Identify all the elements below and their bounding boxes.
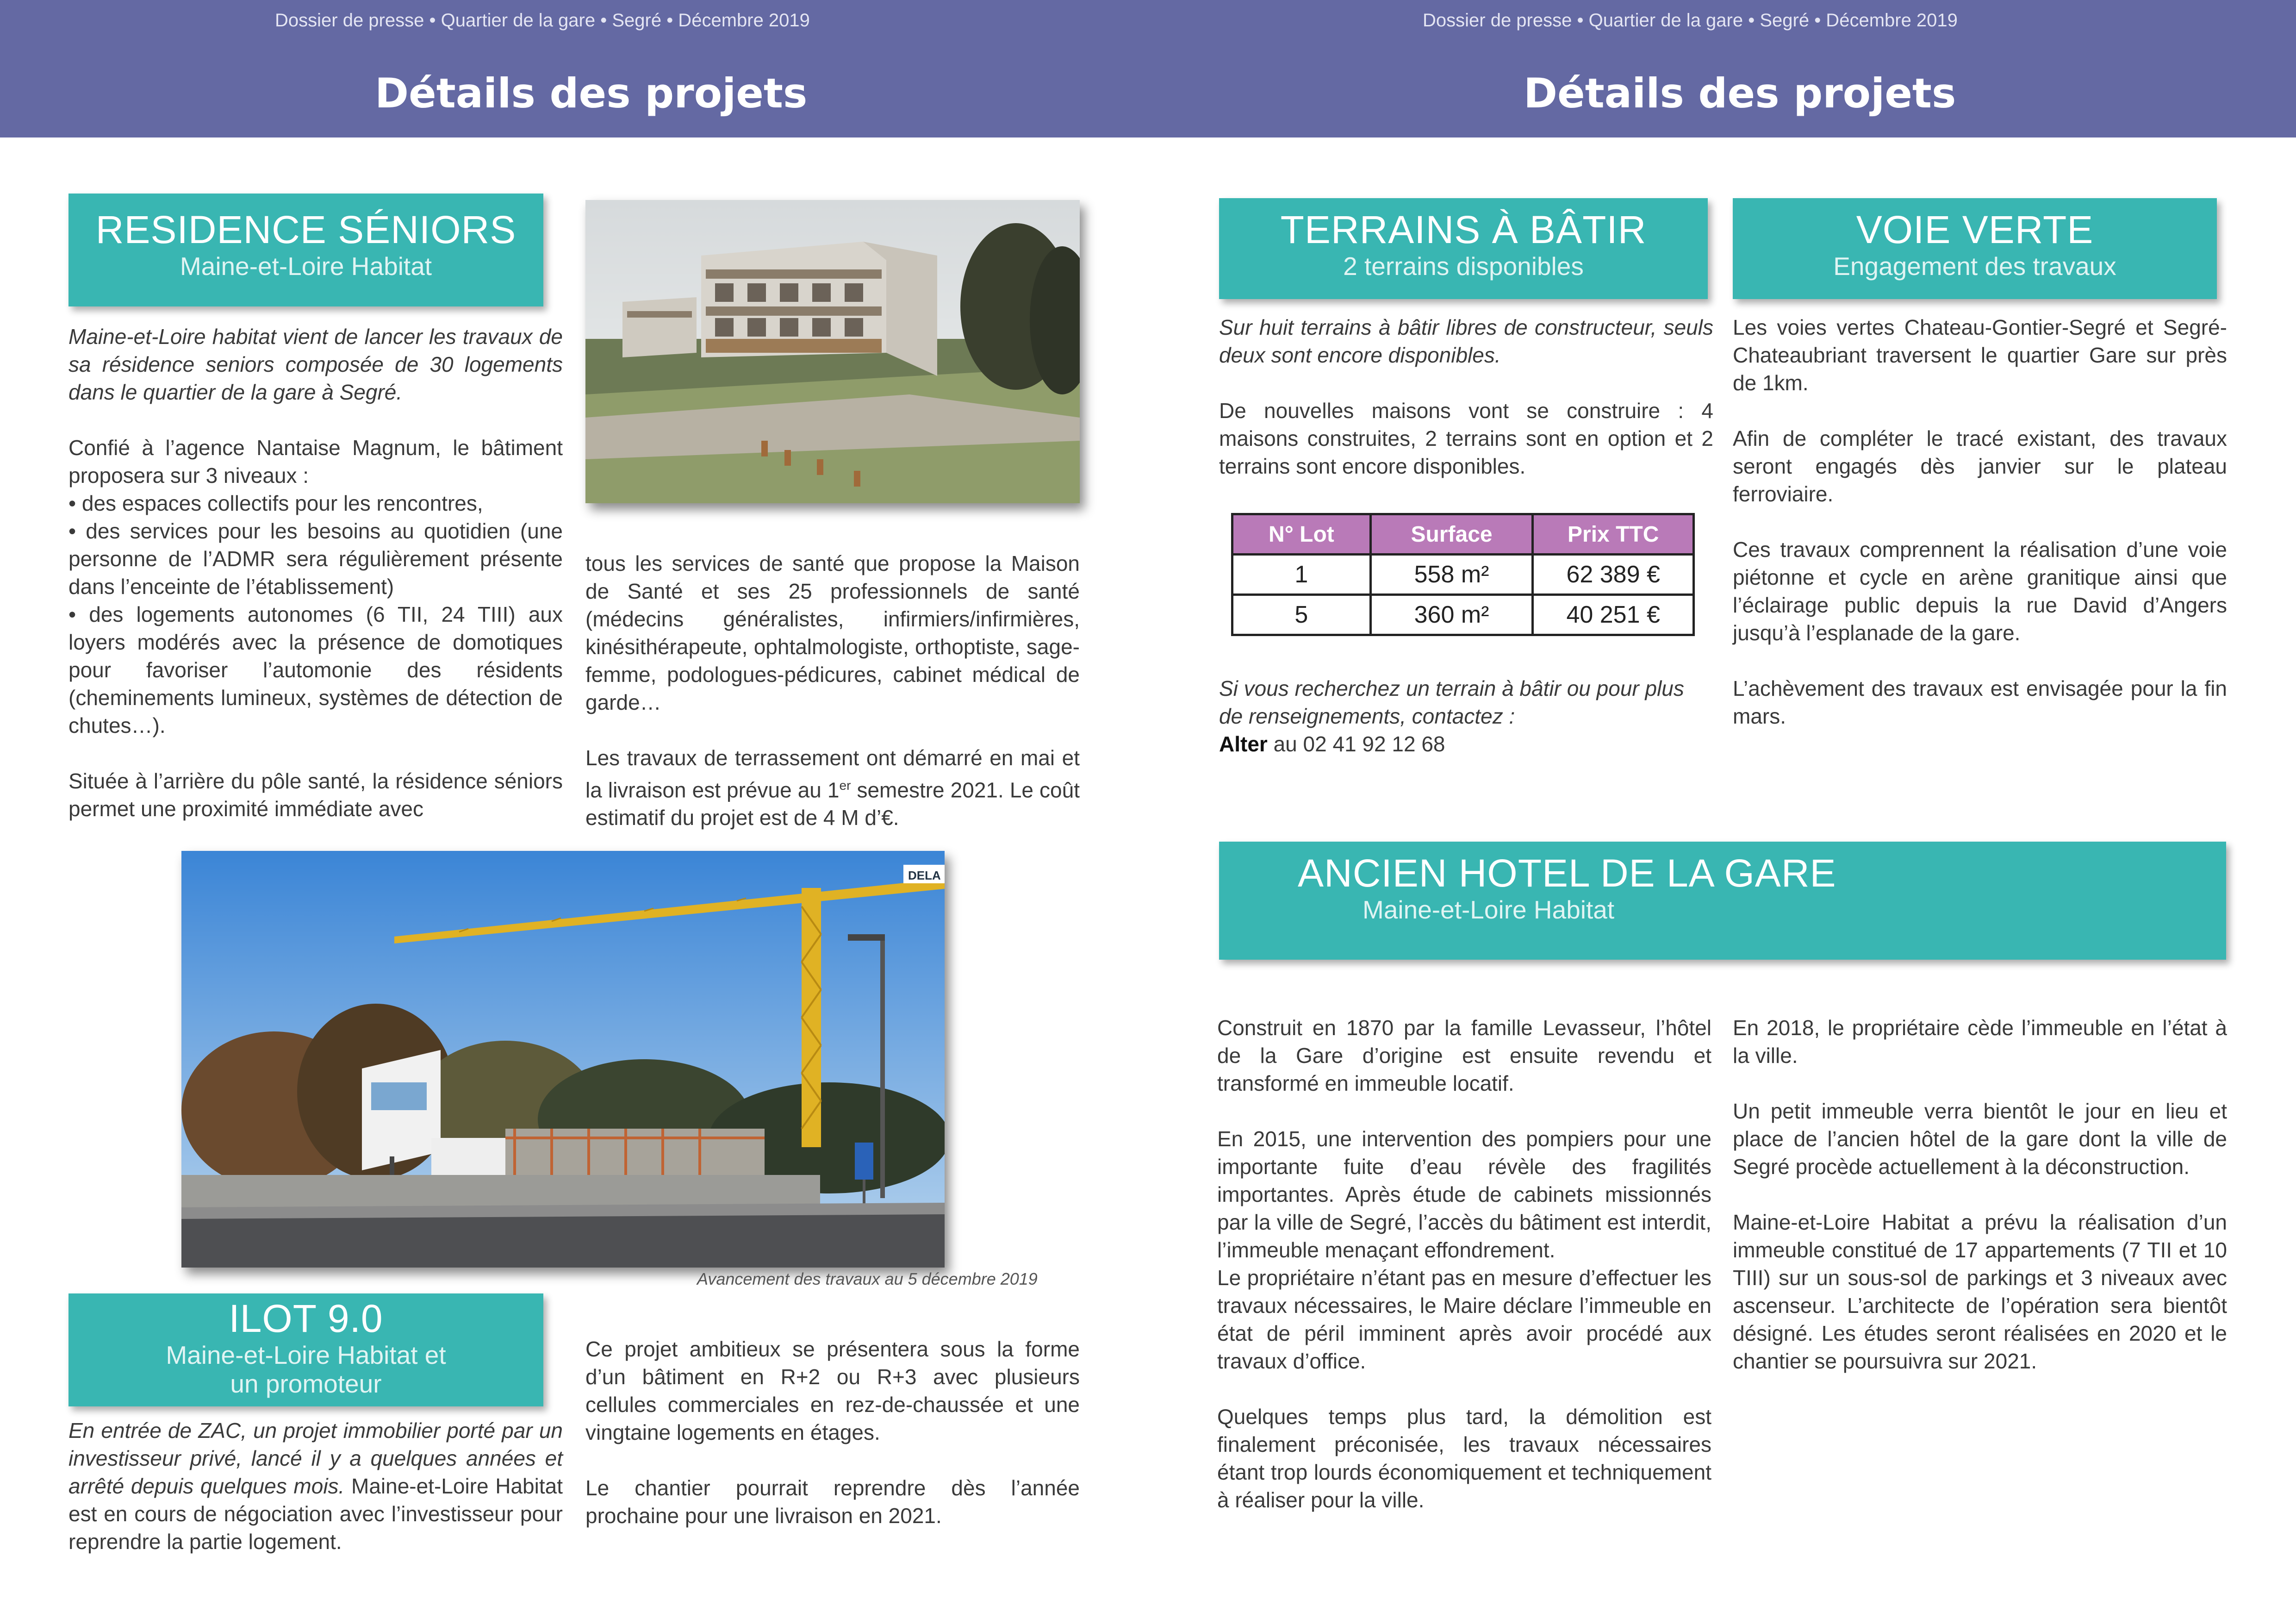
lots-header-lot: N° Lot — [1232, 514, 1371, 555]
voie-verte-title-box — [1733, 198, 2217, 299]
residence-subtitle: Maine-et-Loire Habitat — [180, 252, 432, 281]
lot-surface: 360 m² — [1370, 595, 1533, 635]
residence-title: RESIDENCE SÉNIORS — [95, 208, 516, 251]
terrains-text — [1219, 313, 1713, 508]
lots-table — [1231, 513, 1695, 636]
hotel-p6: Un petit immeuble verra bientôt le jour en lieu et place de l’ancien hôtel de la gare dont la ville de Segré procède actuellement à la déconstruction. — [1733, 1099, 2227, 1179]
voie-text — [1733, 313, 2227, 758]
residence-p4-part2: semestre 2021. Le coût estimatif du projet est de 4 M d’€. — [585, 778, 1080, 830]
ilot-title-box — [68, 1293, 543, 1406]
hotel-title-box — [1219, 842, 2226, 960]
hotel-text-col1 — [1217, 1014, 1711, 1542]
lot-price: 40 251 € — [1533, 595, 1694, 635]
hotel-p3: Le propriétaire n’étant pas en mesure d’effectuer les travaux nécessaires, le Maire déclare l’immeuble en état de péril imminent après avoir procédé aux travaux d’office. — [1217, 1266, 1711, 1373]
ilot-subtitle-2: un promoteur — [230, 1369, 382, 1398]
voie-p3: Ces travaux comprennent la réalisation d’une voie piétonne et cycle en arène granitique ainsi que l’éclairage public depuis la rue David d’Angers jusqu’à l’esplanade de la gare. — [1733, 537, 2227, 645]
ilot-text-col2 — [585, 1335, 1080, 1557]
terrains-intro: Sur huit terrains à bâtir libres de constructeur, seuls deux sont encore disponibles. — [1219, 315, 1713, 367]
lot-number: 5 — [1232, 595, 1371, 635]
residence-bullet-3: • des logements autonomes (6 TII, 24 TIII) aux loyers modérés avec la présence de domotiques pour favoriser l’automonie des résidents (cheminements lumineux, systèmes de détection de chutes…). — [68, 602, 563, 737]
voie-p2: Afin de compléter le tracé existant, des travaux seront engagés dès janvier sur le plateau ferroviaire. — [1733, 426, 2227, 506]
residence-p4 — [585, 744, 1080, 831]
ilot-intro-2: Maine-et-Loire Habitat est en cours de négociation avec l’investisseur pour reprendre la partie logement. — [68, 1474, 563, 1554]
ilot-p2: Le chantier pourrait reprendre dès l’année prochaine pour une livraison en 2021. — [585, 1476, 1080, 1528]
lots-header-surface: Surface — [1370, 514, 1533, 555]
page-title-left: Détails des projets — [375, 69, 808, 117]
hotel-text-col2 — [1733, 1014, 2227, 1403]
running-header-right: Dossier de presse • Quartier de la gare • Segré • Décembre 2019 — [1423, 10, 1958, 31]
lot-price: 62 389 € — [1533, 555, 1694, 595]
terrains-contact-text: Si vous recherchez un terrain à bâtir ou pour plus de renseignements, contactez : — [1219, 676, 1684, 728]
hotel-p2: En 2015, une intervention des pompiers pour une importante fuite d’eau révèle des fragilités importantes. Après étude de cabinets missionnés par la ville de Segré, l’accès du bâtiment est interdit, l’immeuble menaçant effondrement. — [1217, 1127, 1711, 1262]
residence-p1: Confié à l’agence Nantaise Magnum, le bâtiment proposera sur 3 niveaux : — [68, 436, 563, 487]
lots-table-header — [1232, 514, 1694, 555]
residence-rendering-image — [585, 200, 1080, 503]
residence-p2: Située à l’arrière du pôle santé, la résidence séniors permet une proximité immédiate avec — [68, 769, 563, 821]
hotel-title: ANCIEN HOTEL DE LA GARE — [1298, 851, 1836, 895]
residence-seniors-title-box — [68, 194, 543, 306]
running-header-left: Dossier de presse • Quartier de la gare • Segré • Décembre 2019 — [275, 10, 810, 31]
terrains-contact — [1219, 675, 1713, 758]
terrains-subtitle: 2 terrains disponibles — [1343, 252, 1584, 281]
terrains-title: TERRAINS À BÂTIR — [1280, 208, 1647, 251]
crane-sign-text: DELA — [908, 868, 941, 882]
hotel-p4: Quelques temps plus tard, la démolition est finalement préconisée, les travaux nécessaires étant trop lourds économiquement et techniquement à réaliser pour la ville. — [1217, 1405, 1711, 1512]
residence-text-col1 — [68, 323, 563, 850]
residence-p4-sup: er — [839, 778, 851, 793]
lot-number: 1 — [1232, 555, 1371, 595]
hotel-p1: Construit en 1870 par la famille Levasseur, l’hôtel de la Gare d’origine est ensuite revendu et transformé en immeuble locatif. — [1217, 1016, 1711, 1095]
voie-subtitle: Engagement des travaux — [1833, 252, 2116, 281]
hotel-subtitle: Maine-et-Loire Habitat — [1363, 895, 1615, 924]
terrains-p1: De nouvelles maisons vont se construire : 4 maisons construites, 2 terrains sont en option et 2 terrains sont encore disponibles. — [1219, 399, 1713, 478]
residence-bullet-1: • des espaces collectifs pour les rencontres, — [68, 491, 483, 515]
table-row — [1232, 595, 1694, 635]
voie-p4: L’achèvement des travaux est envisagée pour la fin mars. — [1733, 676, 2227, 728]
construction-site-photo — [181, 851, 945, 1268]
residence-text-col2 — [585, 550, 1080, 859]
terrains-contact-name: Alter — [1219, 732, 1268, 756]
ilot-title: ILOT 9.0 — [229, 1297, 383, 1340]
table-row — [1232, 555, 1694, 595]
voie-title: VOIE VERTE — [1856, 208, 2094, 251]
residence-intro: Maine-et-Loire habitat vient de lancer les travaux de sa résidence seniors composée de 30 logements dans le quartier de la gare à Segré. — [68, 325, 563, 404]
photo-caption: Avancement des travaux au 5 décembre 2019 — [697, 1269, 1038, 1288]
terrains-contact-phone: au 02 41 92 12 68 — [1267, 732, 1445, 756]
hotel-p7: Maine-et-Loire Habitat a prévu la réalisation d’un immeuble constitué de 17 appartements (7 TII et 10 TIII) sur un sous-sol de parkings et 3 niveaux avec ascenseur. L’architecte de l’opération sera bientôt désigné. Les études seront réalisées en 2020 et le chantier se poursuivra sur 2021. — [1733, 1210, 2227, 1373]
hotel-p5: En 2018, le propriétaire cède l’immeuble en l’état à la ville. — [1733, 1016, 2227, 1068]
residence-p4-part1: Les travaux de terrassement ont démarré en mai et la livraison est prévue au 1 — [585, 746, 1080, 802]
ilot-subtitle-1: Maine-et-Loire Habitat et — [166, 1341, 446, 1369]
ilot-text-col1 — [68, 1417, 563, 1583]
ilot-intro: En entrée de ZAC, un projet immobilier porté par un investisseur privé, lancé il y a quelques années et arrêté depuis quelques mois. — [68, 1418, 563, 1498]
residence-p3: tous les services de santé que propose la Maison de Santé et ses 25 professionnels de santé (médecins généralistes, infirmiers/infirmières, kinésithérapeute, ophtalmologiste, orthoptiste, sage-femme, podologues-pédicures, cabinet médical de garde… — [585, 551, 1080, 714]
residence-bullet-2: • des services pour les besoins au quotidien (une personne de l’ADMR sera régulièrement présente dans l’enceinte de l’établissement) — [68, 519, 563, 599]
voie-p1: Les voies vertes Chateau-Gontier-Segré et Segré-Chateaubriant traversent le quartier Gare sur près de 1km. — [1733, 315, 2227, 395]
ilot-p1: Ce projet ambitieux se présentera sous la forme d’un bâtiment en R+2 ou R+3 avec plusieurs cellules commerciales en rez-de-chaussée et une vingtaine logements en étages. — [585, 1337, 1080, 1444]
terrains-title-box — [1219, 198, 1708, 299]
lot-surface: 558 m² — [1370, 555, 1533, 595]
lots-header-price: Prix TTC — [1533, 514, 1694, 555]
page-title-right: Détails des projets — [1524, 69, 1956, 117]
